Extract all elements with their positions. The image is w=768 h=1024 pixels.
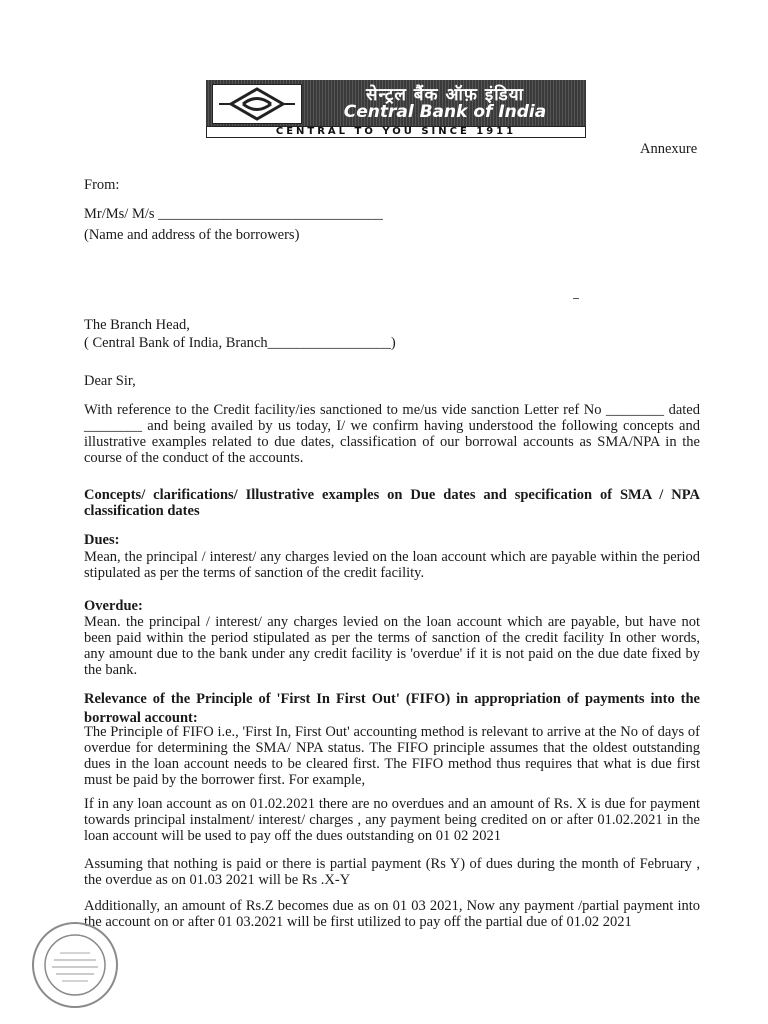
intro-paragraph: With reference to the Credit facility/ies sanctioned to me/us vide sanction Letter ref No ________ dated ________ and being availed by us today, I/ we confirm having understood the following concepts and illustrative examples related to due dates, classification of our borrowal accounts as SMA/NPA in the course of the conduct of the accounts. (84, 402, 700, 466)
stray-mark (573, 298, 579, 299)
branch-line: ( Central Bank of India, Branch_________________) (84, 335, 396, 351)
fifo-text: The Principle of FIFO i.e., 'First In, First Out' accounting method is relevant to arrive at the No of days of overdue for determining the SMA/ NPA status. The FIFO principle assumes that the oldest outstanding dues in the loan account needs to be cleared first. The FIFO method thus requires that what is due first must be paid by the borrower first. For example, (84, 724, 700, 788)
salutation: Dear Sir, (84, 373, 136, 389)
annexure-label: Annexure (640, 141, 698, 157)
example-3: Additionally, an amount of Rs.Z becomes due as on 01 03 2021, Now any payment /partial payment into the account on or after 01 03.2021 will be first utilized to pay off the partial due of 01.02 2021 (84, 898, 700, 930)
branch-head-label: The Branch Head, (84, 317, 190, 333)
dues-text: Mean, the principal / interest/ any charges levied on the loan account which are payable within the period stipulated as per the terms of sanction of the credit facility. (84, 549, 700, 581)
bank-logo (206, 80, 586, 138)
bank-emblem-icon (212, 84, 302, 124)
from-label: From: (84, 177, 120, 193)
bank-seal-stamp (30, 920, 120, 1010)
logo-hindi-name: सेन्ट्रल बैंक ऑफ़ इंडिया (365, 85, 525, 104)
concepts-heading: Concepts/ clarifications/ Illustrative examples on Due dates and specification of SMA / NPA classification dates (84, 487, 700, 519)
borrower-name-line: Mr/Ms/ M/s _______________________________ (84, 206, 383, 222)
overdue-text: Mean. the principal / interest/ any charges levied on the loan account which are payable, but have not been paid within the period stipulated as per the terms of sanction of the credit facility In other words, any amount due to the bank under any credit facility is 'overdue' if it is not paid on the due date fixed by the bank. (84, 614, 700, 678)
overdue-heading: Overdue: (84, 598, 143, 614)
logo-english-name: Central Bank of India (343, 102, 547, 122)
example-2: Assuming that nothing is paid or there is partial payment (Rs Y) of dues during the month of February , the overdue as on 01.03 2021 will be Rs .X-Y (84, 856, 700, 888)
fifo-heading: Relevance of the Principle of 'First In First Out' (FIFO) in appropriation of payments into the borrowal account: (84, 691, 700, 726)
dues-heading: Dues: (84, 532, 120, 548)
borrower-note: (Name and address of the borrowers) (84, 227, 300, 243)
example-1: If in any loan account as on 01.02.2021 there are no overdues and an amount of Rs. X is due for payment towards principal instalment/ interest/ charges , any payment being credited on or after 01.02.2021 in the loan account will be used to pay off the dues outstanding on 01 02 2021 (84, 796, 700, 844)
logo-tagline: CENTRAL TO YOU SINCE 1911 (206, 126, 586, 138)
